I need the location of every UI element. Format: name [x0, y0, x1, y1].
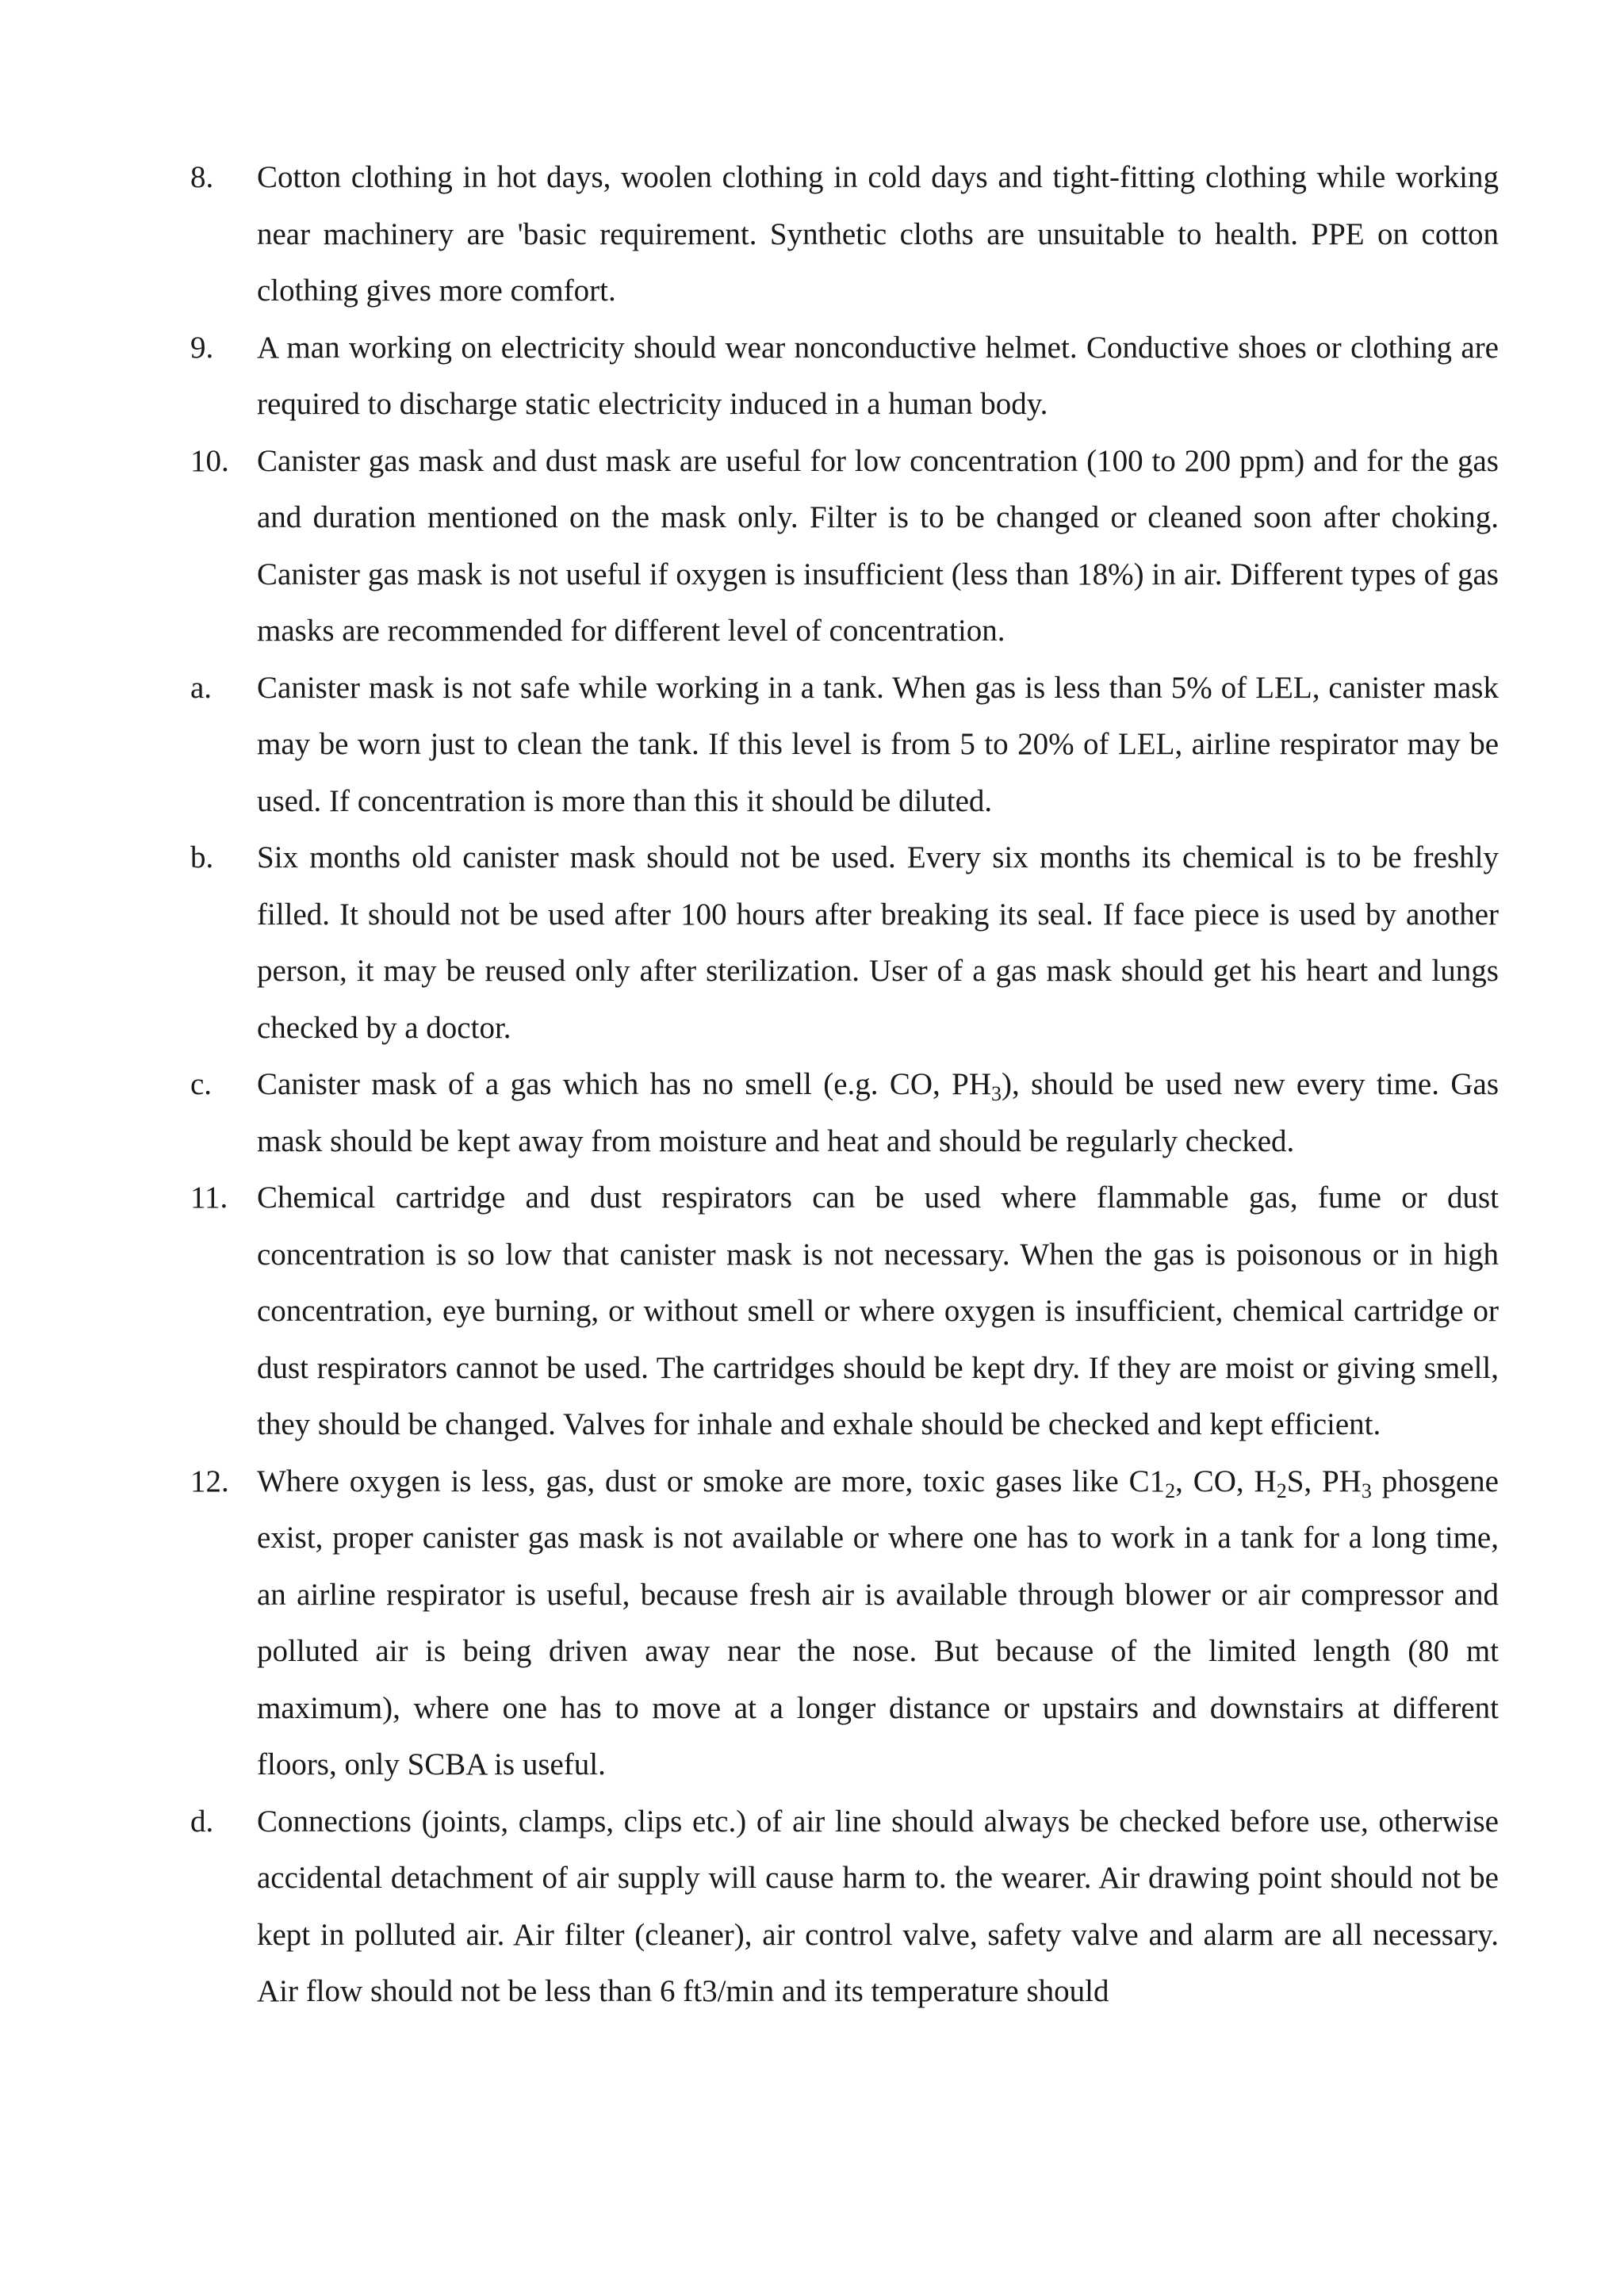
text-segment: S, PH [1286, 1464, 1362, 1498]
list-item-b [190, 829, 1499, 1056]
list-marker: a. [190, 670, 213, 705]
list-item-9 [190, 320, 1499, 433]
subscript: 2 [1276, 1479, 1287, 1502]
list-item-c [190, 1056, 1499, 1169]
list-item-a [190, 660, 1499, 830]
subscript: 3 [991, 1082, 1002, 1105]
list-marker: 8. [190, 160, 214, 194]
list-item-12 [190, 1453, 1499, 1793]
ppe-guidelines-list [190, 149, 1499, 2020]
list-item-text: Cotton clothing in hot days, woolen clothing in cold days and tight-fitting clothing while working near machinery are 'basic requirement. Synthetic cloths are unsuitable to health. PPE on cotton clothing gives more comfort. [257, 160, 1499, 308]
subscript: 3 [1361, 1479, 1372, 1502]
text-segment: ), should be used new every time. Gas mask should be kept away from moisture and heat and should be regularly checked. [257, 1067, 1499, 1158]
list-item-11 [190, 1169, 1499, 1453]
list-marker: c. [190, 1067, 213, 1101]
text-segment: Where oxygen is less, gas, dust or smoke are more, toxic gases like C1 [257, 1464, 1166, 1498]
list-marker: 9. [190, 330, 214, 365]
list-item-10 [190, 433, 1499, 660]
list-item-text: A man working on electricity should wear nonconductive helmet. Conductive shoes or clothing are required to discharge static electricity induced in a human body. [257, 330, 1499, 421]
text-segment: Canister mask of a gas which has no smell (e.g. CO, PH [257, 1067, 992, 1101]
subscript: 2 [1165, 1479, 1176, 1502]
list-item-text [257, 1056, 1499, 1169]
list-marker: 11. [190, 1181, 228, 1215]
text-segment: , CO, H [1175, 1464, 1277, 1498]
text-segment: phosgene exist, proper canister gas mask is not available or where one has to work in a tank for a long time, an airline respirator is useful, because fresh air is available through blower or air compressor and polluted air is being driven away near the nose. But because of the limited length (80 mt maximum), where one has to move at a longer distance or upstairs and downstairs at different floors, only SCBA is useful. [257, 1464, 1499, 1781]
list-marker: d. [190, 1804, 214, 1839]
list-item-d [190, 1793, 1499, 2020]
list-item-text: Canister gas mask and dust mask are useful for low concentration (100 to 200 ppm) and for the gas and duration mentioned on the mask only. Filter is to be changed or cleaned soon after choking. Canister gas mask is not useful if oxygen is insufficient (less than 18%) in air. Different types of gas masks are recommended for different level of concentration. [257, 443, 1499, 648]
list-marker: b. [190, 840, 214, 874]
list-item-8 [190, 149, 1499, 320]
list-item-text: Chemical cartridge and dust respirators can be used where flammable gas, fume or dust concentration is so low that canister mask is not necessary. When the gas is poisonous or in high concentration, eye burning, or without smell or where oxygen is insufficient, chemical cartridge or dust respirators cannot be used. The cartridges should be kept dry. If they are moist or giving smell, they should be changed. Valves for inhale and exhale should be checked and kept efficient. [257, 1181, 1499, 1441]
list-item-text: Canister mask is not safe while working in a tank. When gas is less than 5% of LEL, canister mask may be worn just to clean the tank. If this level is from 5 to 20% of LEL, airline respirator may be used. If concentration is more than this it should be diluted. [257, 670, 1499, 818]
list-marker: 12. [190, 1464, 229, 1498]
list-item-text: Connections (joints, clamps, clips etc.) of air line should always be checked before use, otherwise accidental detachment of air supply will cause harm to. the wearer. Air drawing point should not be kept in polluted air. Air filter (cleaner), air control valve, safety valve and alarm are all necessary. Air flow should not be less than 6 ft3/min and its temperature should [257, 1804, 1499, 2008]
list-item-text: Six months old canister mask should not be used. Every six months its chemical is to be freshly filled. It should not be used after 100 hours after breaking its seal. If face piece is used by another person, it may be reused only after sterilization. User of a gas mask should get his heart and lungs checked by a doctor. [257, 840, 1499, 1045]
list-marker: 10. [190, 443, 229, 478]
list-item-text [257, 1453, 1499, 1793]
